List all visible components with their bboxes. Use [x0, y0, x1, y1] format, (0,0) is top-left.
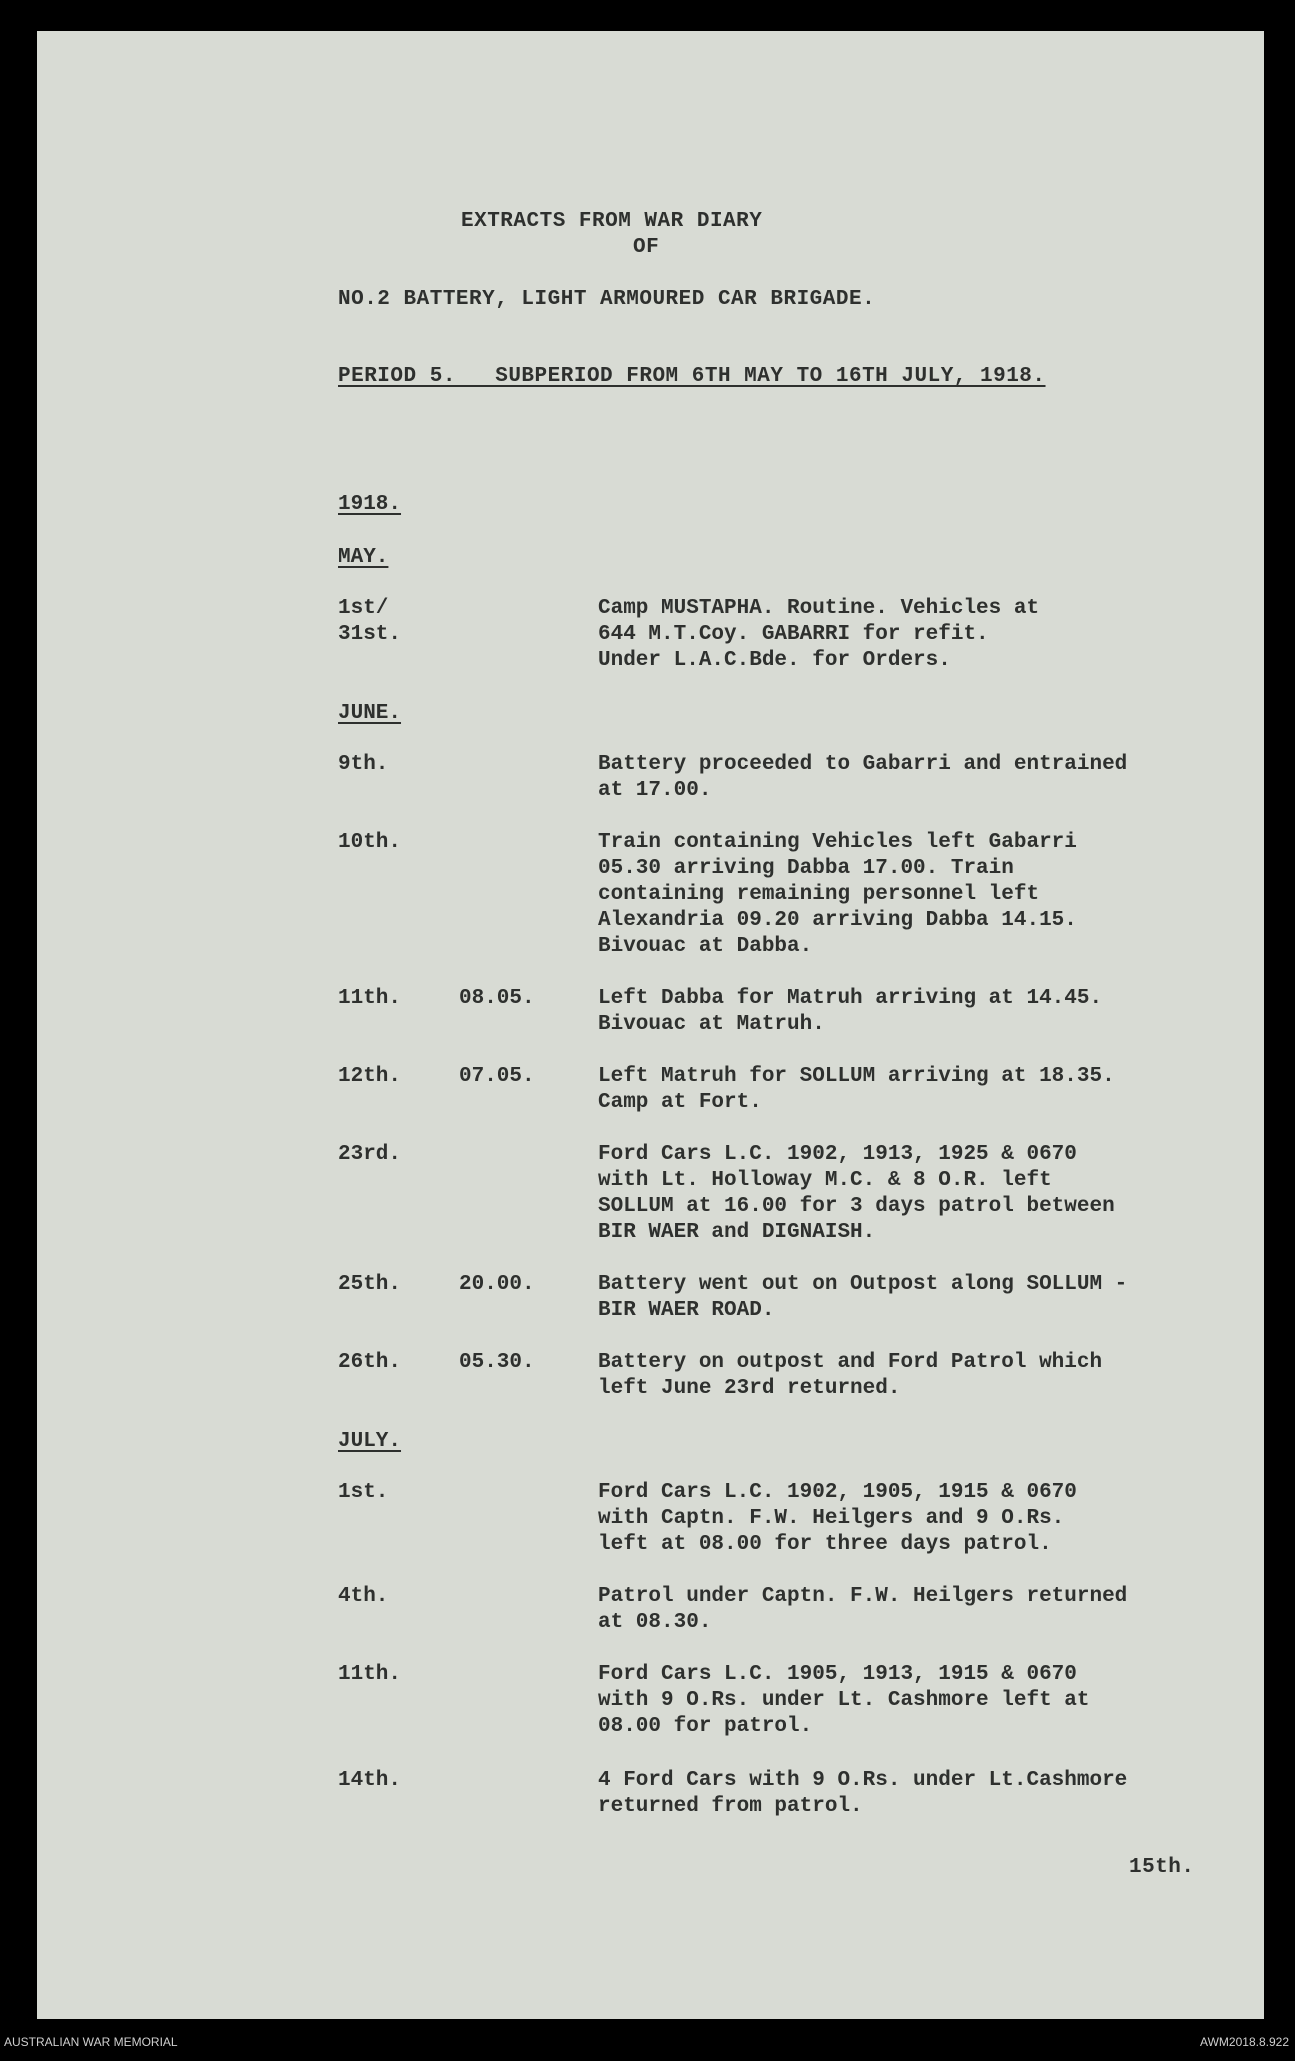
document-page [37, 31, 1264, 2019]
month-heading-may: MAY. [338, 546, 389, 569]
footer-archive-name: AUSTRALIAN WAR MEMORIAL [4, 2035, 178, 2049]
month-heading-july: JULY. [338, 1430, 402, 1453]
entry-text: Battery proceeded to Gabarri and entrained at 17.00. [598, 753, 1128, 802]
entry-text: Ford Cars L.C. 1902, 1913, 1925 & 0670 with Lt. Holloway M.C. & 8 O.R. left SOLLUM at 16.00 for 3 days patrol between BIR WAER and DIGNAISH. [598, 1143, 1115, 1244]
entry-text: 4 Ford Cars with 9 O.Rs. under Lt.Cashmore returned from patrol. [598, 1769, 1128, 1818]
entry-date: 25th. [338, 1273, 402, 1296]
entry-time: 20.00. [459, 1273, 535, 1296]
entry-date: 9th. [338, 753, 389, 776]
entry-date: 10th. [338, 831, 402, 854]
entry-time: 07.05. [459, 1065, 535, 1088]
period-heading: PERIOD 5. SUBPERIOD FROM 6TH MAY TO 16TH JULY, 1918. [338, 365, 1046, 388]
entry-date: 1st. [338, 1481, 389, 1504]
document-title: EXTRACTS FROM WAR DIARY [461, 210, 763, 233]
entry-text: Left Matruh for SOLLUM arriving at 18.35. Camp at Fort. [598, 1065, 1115, 1114]
entry-date: 14th. [338, 1769, 402, 1792]
footer-reference-number: AWM2018.8.922 [1200, 2035, 1289, 2049]
entry-text: Ford Cars L.C. 1905, 1913, 1915 & 0670 with 9 O.Rs. under Lt. Cashmore left at 08.00 for patrol. [598, 1663, 1090, 1738]
entry-time: 08.05. [459, 987, 535, 1010]
month-heading-june: JUNE. [338, 702, 402, 725]
entry-time: 05.30. [459, 1351, 535, 1374]
entry-date: 4th. [338, 1585, 389, 1608]
entry-date: 11th. [338, 987, 402, 1010]
year-heading: 1918. [338, 493, 402, 516]
entry-date: 26th. [338, 1351, 402, 1374]
entry-date: 23rd. [338, 1143, 402, 1166]
entry-date: 1st/ 31st. [338, 597, 402, 646]
entry-text: Battery on outpost and Ford Patrol which left June 23rd returned. [598, 1351, 1103, 1400]
page-continuation: 15th. [1129, 1856, 1195, 1879]
entry-date: 11th. [338, 1663, 402, 1686]
entry-text: Left Dabba for Matruh arriving at 14.45. Bivouac at Matruh. [598, 987, 1103, 1036]
entry-date: 12th. [338, 1065, 402, 1088]
entry-text: Battery went out on Outpost along SOLLUM - BIR WAER ROAD. [598, 1273, 1128, 1322]
entry-text: Camp MUSTAPHA. Routine. Vehicles at 644 M.T.Coy. GABARRI for refit. Under L.A.C.Bde. for Orders. [598, 597, 1040, 672]
entry-text: Ford Cars L.C. 1902, 1905, 1915 & 0670 with Captn. F.W. Heilgers and 9 O.Rs. left at 08.00 for three days patrol. [598, 1481, 1077, 1556]
unit-name: NO.2 BATTERY, LIGHT ARMOURED CAR BRIGADE. [338, 288, 876, 311]
entry-text: Train containing Vehicles left Gabarri 05.30 arriving Dabba 17.00. Train containing remaining personnel left Alexandria 09.20 arriving Dabba 14.15. Bivouac at Dabba. [598, 831, 1077, 958]
document-title-of: OF [633, 236, 660, 259]
entry-text: Patrol under Captn. F.W. Heilgers returned at 08.30. [598, 1585, 1128, 1634]
